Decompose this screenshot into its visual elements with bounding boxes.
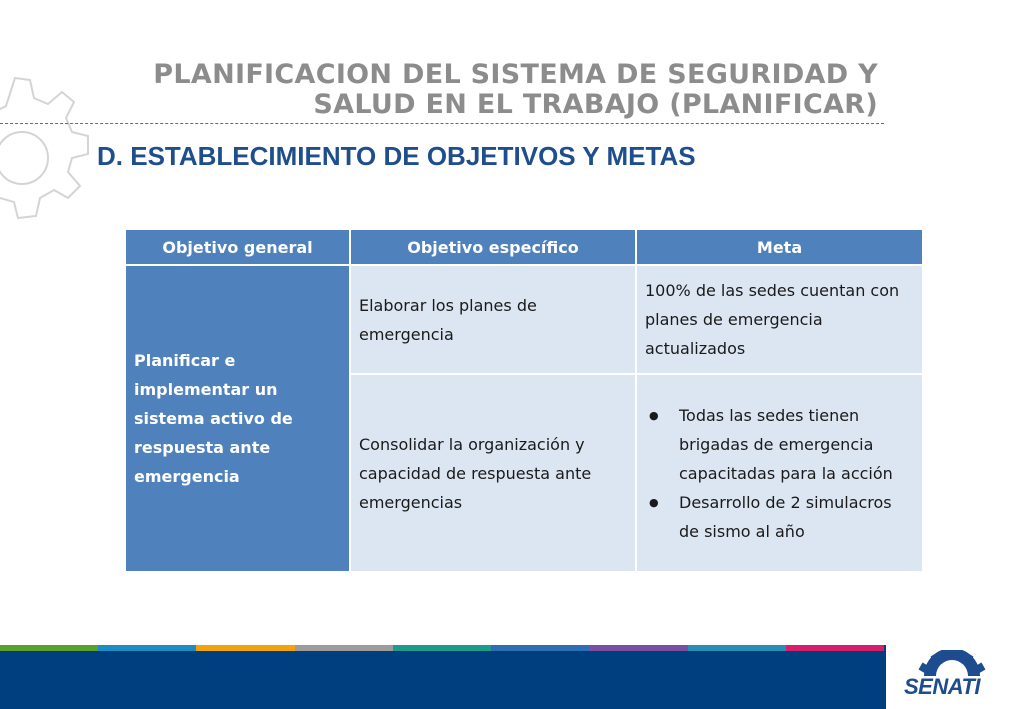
header-objetivo-general: Objetivo general — [125, 229, 350, 265]
table-header-row — [125, 229, 923, 265]
cell-meta-2 — [636, 374, 923, 572]
slide-title-line-1: PLANIFICACION DEL SISTEMA DE SEGURIDAD Y — [153, 59, 878, 90]
slide-title-line-2: SALUD EN EL TRABAJO (PLANIFICAR) — [313, 89, 878, 120]
meta-bullet-item: ● Desarrollo de 2 simulacros de sismo al año — [679, 488, 914, 546]
cell-objetivo-especifico-2: Consolidar la organización y capacidad de respuesta ante emergencias — [350, 374, 636, 572]
gear-decoration-icon — [0, 70, 90, 260]
cell-objetivo-especifico-1: Elaborar los planes de emergencia — [350, 265, 636, 374]
meta-bullet-list — [645, 401, 914, 546]
table-row — [125, 265, 923, 374]
meta-bullet-item: ● Todas las sedes tienen brigadas de emergencia capacitadas para la acción — [679, 401, 914, 488]
footer-divider — [884, 645, 886, 709]
cell-meta-1: 100% de las sedes cuentan con planes de emergencia actualizados — [636, 265, 923, 374]
cell-objetivo-general: Planificar e implementar un sistema activo de respuesta ante emergencia — [125, 265, 350, 572]
header-meta: Meta — [636, 229, 923, 265]
slide-title — [78, 60, 878, 120]
section-subtitle: D. ESTABLECIMIENTO DE OBJETIVOS Y METAS — [97, 141, 696, 171]
footer-bar — [0, 651, 884, 709]
objectives-table — [124, 228, 924, 573]
title-divider — [0, 123, 884, 124]
senati-logo-text: SENATI — [904, 674, 981, 699]
header-objetivo-especifico: Objetivo específico — [350, 229, 636, 265]
